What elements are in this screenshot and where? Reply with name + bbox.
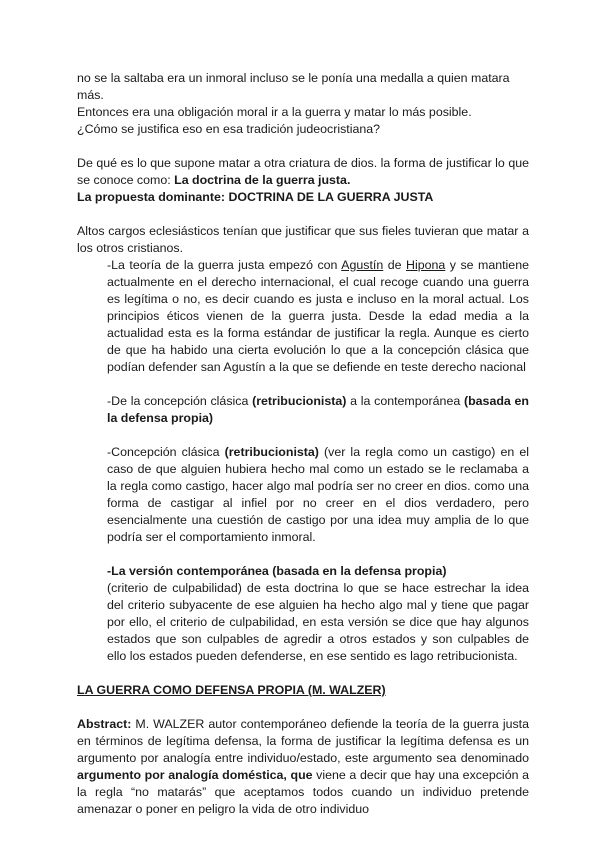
classic-pre: -Concepción clásica	[107, 445, 225, 459]
theory-mid: de	[383, 258, 407, 272]
ctm-pre: -De la concepción clásica	[107, 394, 253, 408]
modern-heading	[77, 563, 529, 580]
classic-to-modern-paragraph	[77, 393, 529, 427]
modern-paragraph: (criterio de culpabilidad) de esta doctrina lo que se hace estrechar la idea del criterio subyacente de ese alguien ha hecho algo mal y tiene que pagar por ello, el criterio de culpabilidad, en esta versión se dice que hay algunos estados que son culpables de agredir a otros estados y son culpables de ello los estados pueden defenderse, en ese sentido es lago retribucionista.	[107, 581, 529, 663]
link-agustin[interactable]: Agustín	[341, 258, 384, 272]
classic-paragraph	[77, 444, 529, 546]
theory-pre: -La teoría de la guerra justa empezó con	[107, 258, 342, 272]
altos-cargos-paragraph: Altos cargos eclesiásticos tenían que justificar que sus fieles tuvieran que matar a los otros cristianos.	[77, 224, 529, 255]
intro-line-2: Entonces era una obligación moral ir a la guerra y matar lo más posible.	[77, 105, 472, 119]
doctrine-bold: La doctrina de la guerra justa.	[174, 173, 351, 187]
abstract-bold: argumento por analogía doméstica, que	[77, 768, 313, 782]
proposal-heading-text: La propuesta dominante: DOCTRINA DE LA GUERRA JUSTA	[77, 190, 434, 204]
ctm-mid: a la contemporánea	[346, 394, 464, 408]
intro-question: ¿Cómo se justifica eso en esa tradición judeocristiana?	[77, 122, 381, 136]
walzer-heading-text: LA GUERRA COMO DEFENSA PROPIA (M. WALZER)	[77, 683, 386, 697]
classic-post: (ver la regla como un castigo) en el caso de que alguien hubiera hecho mal como un estado se le reclamaba a la regla como castigo, hacer algo mal podría ser no creer en dios. como una forma de castigar al infiel por no creer en el dios verdadero, pero esencialmente una cuestión de castigo por una idea muy amplia de lo que podría ser el comportamiento inmoral.	[107, 445, 530, 544]
ctm-bold-1: (retribucionista)	[252, 394, 347, 408]
modern-heading-text: -La versión contemporánea (basada en la defensa propia)	[107, 564, 447, 578]
link-hipona[interactable]: Hipona	[406, 258, 446, 272]
justification-text: De qué es lo que supone matar a otra criatura de dios. la forma de justificar lo que se conoce como:	[77, 156, 529, 187]
abstract-text-2: viene a decir que hay una excepción a la regla “no matarás” que aceptamos todos cuando un individuo pretende amenazar o poner en peligro la vida de otro individuo	[77, 768, 529, 816]
theory-paragraph	[77, 257, 529, 376]
proposal-heading	[77, 189, 529, 206]
abstract-paragraph	[77, 716, 529, 818]
abstract-label: Abstract:	[77, 717, 132, 731]
justification-paragraph	[77, 155, 529, 189]
ctm-bold-2: (basada en la defensa propia)	[107, 394, 529, 425]
classic-bold: (retribucionista)	[224, 445, 319, 459]
theory-post: y se mantiene actualmente en el derecho internacional, el cual recoge cuando una guerra es legítima o no, es decir cuando es justa e incluso en la moral actual. Los principios éticos vienen de la guerra justa. Desde la edad media a la actualidad esta es la forma estándar de justificar la regla. Aunque es cierto de que ha habido una cierta evolución lo que a la concepción clásica que podían defender san Agustín a la que se defiende en teste derecho nacional	[107, 258, 529, 374]
intro-line-1: no se la saltaba era un inmoral incluso se le ponía una medalla a quien matara más.	[77, 71, 510, 102]
walzer-heading	[77, 682, 529, 699]
abstract-text-1: M. WALZER autor contemporáneo defiende la teoría de la guerra justa en términos de legítima defensa, la forma de justificar la legítima defensa es un argumento por analogía entre individuo/estado, este argumento sea denominado	[77, 717, 529, 765]
document-page	[77, 70, 529, 818]
